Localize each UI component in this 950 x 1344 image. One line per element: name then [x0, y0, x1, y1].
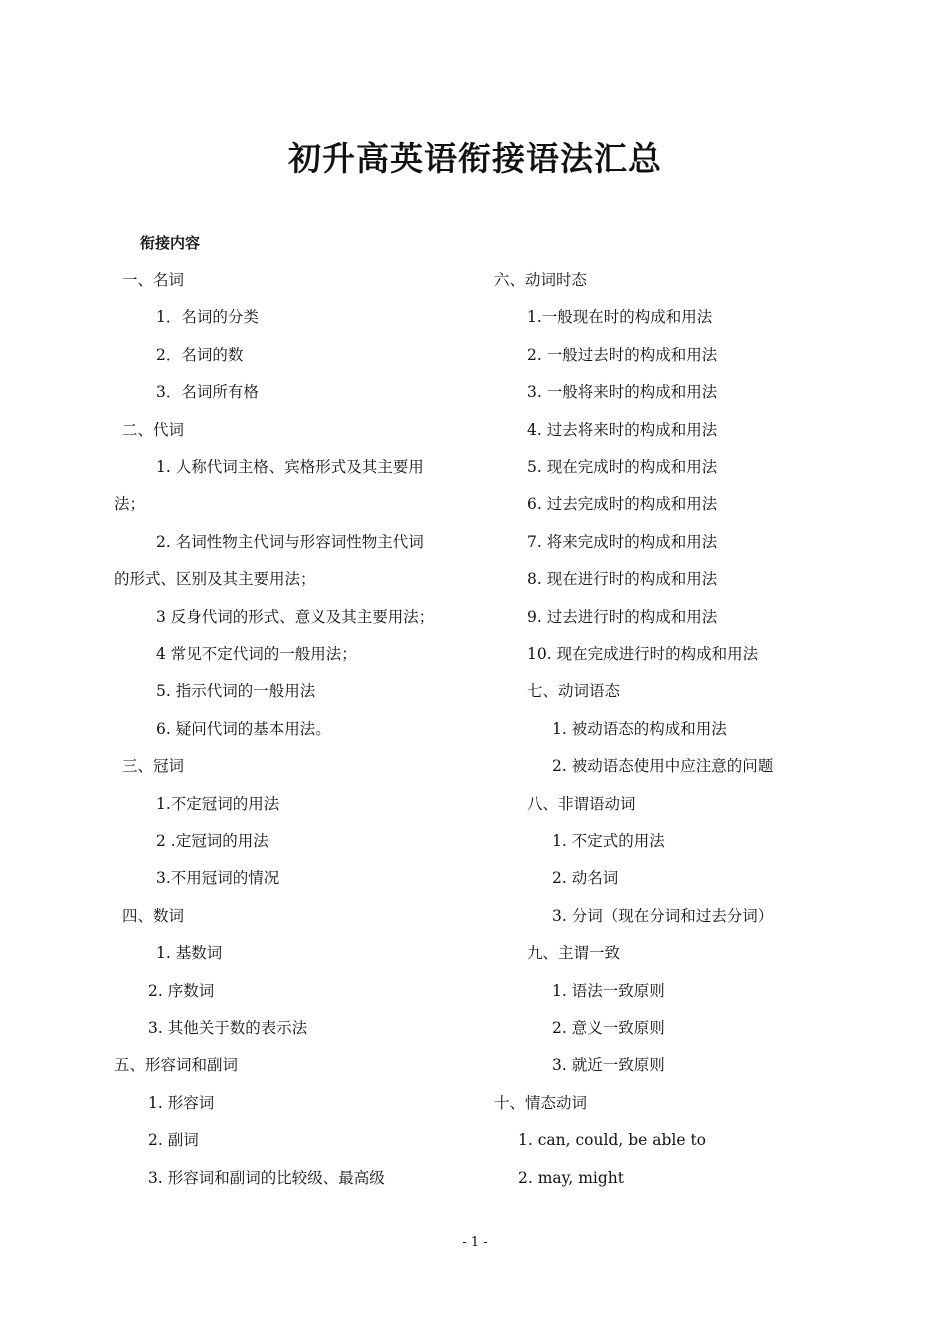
- right-line-20: 1. 语法一致原则: [552, 981, 665, 1000]
- left-line-14: 三、冠词: [122, 757, 185, 776]
- left-line-15: 1.不定冠词的用法: [156, 794, 280, 813]
- left-line-13: 6. 疑问代词的基本用法。: [156, 719, 331, 738]
- left-line-6: 1. 人称代词主格、宾格形式及其主要用: [156, 458, 424, 476]
- right-line-15: 八、非谓语动词: [527, 794, 636, 813]
- right-line-21: 2. 意义一致原则: [552, 1019, 665, 1037]
- left-line-5: 二、代词: [122, 420, 185, 439]
- left-line-1: 一、名词: [122, 271, 185, 289]
- left-line-7: 法；: [114, 495, 146, 514]
- left-line-17: 3.不用冠词的情况: [156, 869, 280, 888]
- left-line-22: 五、形容词和副词: [114, 1056, 239, 1075]
- left-line-3: 2．名词的数: [156, 345, 244, 364]
- right-line-25: 2. may, might: [518, 1168, 624, 1187]
- left-line-18: 四、数词: [122, 906, 185, 925]
- right-line-13: 1. 被动语态的构成和用法: [552, 719, 727, 738]
- left-line-2: 1．名词的分类: [156, 308, 259, 327]
- right-line-23: 十、情态动词: [494, 1093, 588, 1112]
- right-line-3: 2. 一般过去时的构成和用法: [527, 345, 718, 364]
- left-line-21: 3. 其他关于数的表示法: [148, 1019, 308, 1037]
- document-title: 初升高英语衔接语法汇总: [288, 139, 662, 178]
- right-line-10: 9. 过去进行时的构成和用法: [527, 607, 718, 626]
- page-number: - 1 -: [462, 1235, 488, 1250]
- left-line-4: 3．名词所有格: [156, 383, 259, 402]
- right-line-1: 六、动词时态: [494, 271, 588, 289]
- right-line-22: 3. 就近一致原则: [552, 1056, 665, 1075]
- right-line-6: 5. 现在完成时的构成和用法: [527, 458, 718, 476]
- right-line-18: 3. 分词（现在分词和过去分词）: [552, 906, 774, 925]
- left-line-12: 5. 指示代词的一般用法: [156, 682, 316, 701]
- right-line-5: 4. 过去将来时的构成和用法: [527, 420, 718, 439]
- right-line-16: 1. 不定式的用法: [552, 832, 665, 850]
- right-line-9: 8. 现在进行时的构成和用法: [527, 570, 718, 589]
- right-line-12: 七、动词语态: [527, 682, 621, 701]
- left-line-16: 2 .定冠词的用法: [156, 832, 269, 850]
- left-line-25: 3. 形容词和副词的比较级、最高级: [148, 1168, 385, 1187]
- left-line-19: 1. 基数词: [156, 944, 223, 963]
- right-line-14: 2. 被动语态使用中应注意的问题: [552, 757, 774, 776]
- right-line-8: 7. 将来完成时的构成和用法: [527, 532, 718, 551]
- left-line-9: 的形式、区别及其主要用法；: [114, 570, 316, 589]
- right-line-19: 九、主谓一致: [527, 944, 621, 963]
- left-line-8: 2. 名词性物主代词与形容词性物主代词: [156, 532, 424, 551]
- right-line-2: 1.一般现在时的构成和用法: [527, 308, 713, 327]
- right-line-24: 1. can, could, be able to: [518, 1131, 707, 1150]
- left-line-23: 1. 形容词: [148, 1093, 215, 1112]
- left-line-10: 3 反身代词的形式、意义及其主要用法；: [156, 607, 435, 626]
- left-line-24: 2. 副词: [148, 1131, 199, 1150]
- right-line-7: 6. 过去完成时的构成和用法: [527, 495, 718, 514]
- right-line-11: 10. 现在完成进行时的构成和用法: [527, 645, 759, 663]
- left-line-20: 2. 序数词: [148, 981, 215, 1000]
- left-line-11: 4 常见不定代词的一般用法；: [156, 645, 357, 663]
- section-label: 衔接内容: [140, 234, 201, 252]
- right-line-4: 3. 一般将来时的构成和用法: [527, 383, 718, 402]
- right-line-17: 2. 动名词: [552, 869, 619, 888]
